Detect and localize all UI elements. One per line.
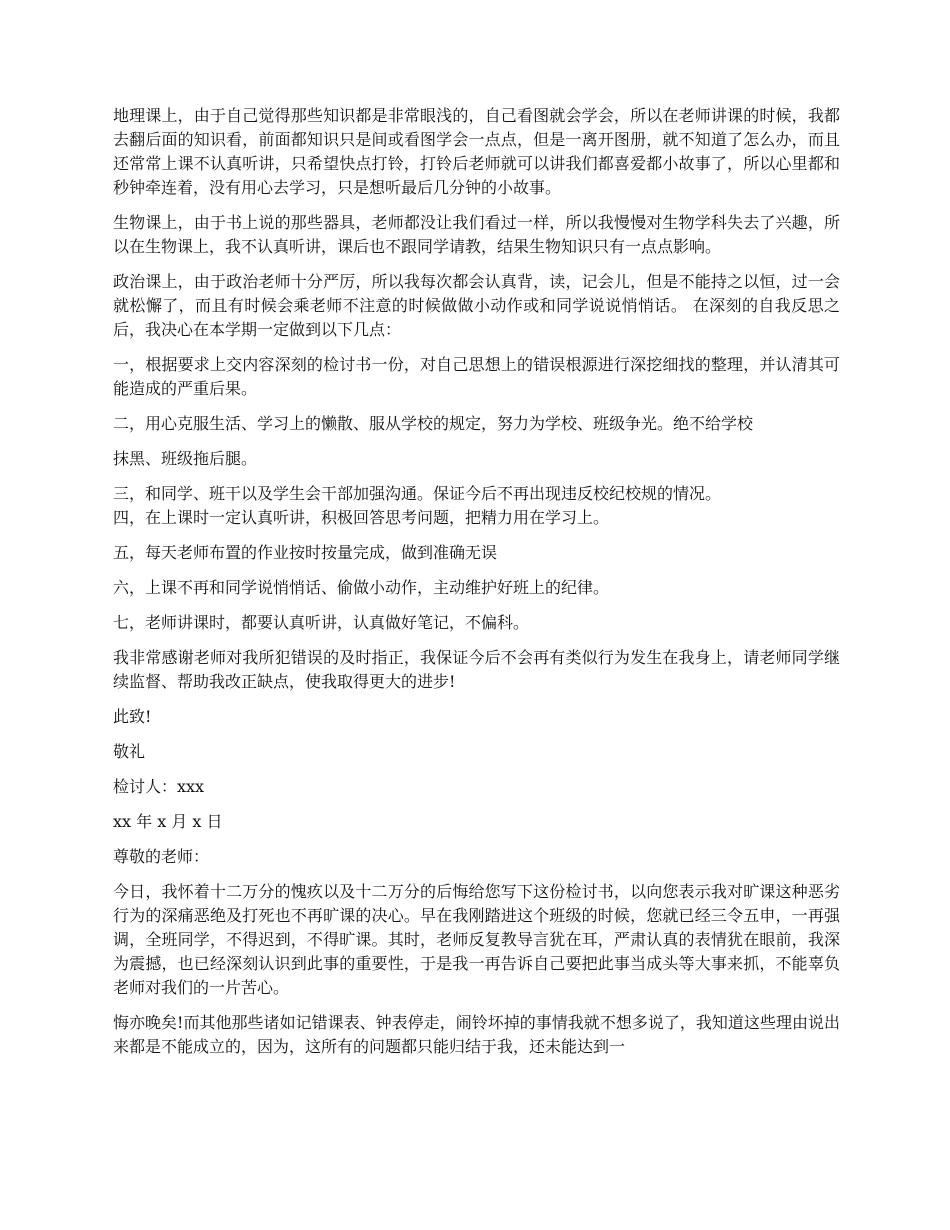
paragraph-absence-apology: 今日，我怀着十二万分的愧疚以及十二万分的后悔给您写下这份检讨书，以向您表示我对旷课这种恶劣行为的深痛恶绝及打死也不再旷课的决心。早在我刚踏进这个班级的时候，您就已经三令五申，一再强调，全班同学，不得迟到，不得旷课。其时，老师反复教导言犹在耳，严肃认真的表情犹在眼前，我深为震撼，也已经深刻认识到此事的重要性，于是我一再告诉自己要把此事当成头等大事来抓，不能辜负老师对我们的一片苦心。 bbox=[113, 882, 840, 997]
paragraph-biology: 生物课上，由于书上说的那些器具，老师都没让我们看过一样，所以我慢慢对生物学科失去了兴趣，所以在生物课上，我不认真听讲，课后也不跟同学请教，结果生物知识只有一点点影响。 bbox=[113, 213, 840, 256]
closing-regards: 敬礼 bbox=[113, 742, 146, 761]
closing-salutation: 此致! bbox=[113, 707, 152, 726]
signature-author: 检讨人：xxx bbox=[113, 777, 205, 796]
paragraph-point-five: 五，每天老师布置的作业按时按量完成，做到准确无误 bbox=[113, 543, 498, 562]
paragraph-point-three: 三，和同学、班干以及学生会干部加强沟通。保证今后不再出现违反校纪校规的情况。 bbox=[113, 484, 722, 503]
document-page bbox=[113, 104, 840, 1070]
paragraph-point-one: 一，根据要求上交内容深刻的检讨书一份，对自己思想上的错误根源进行深挖细找的整理，并认清其可能造成的严重后果。 bbox=[113, 355, 840, 398]
paragraph-point-four: 四，在上课时一定认真听讲，积极回答思考问题，把精力用在学习上。 bbox=[113, 508, 610, 527]
paragraph-geography: 地理课上，由于自己觉得那些知识都是非常眼浅的，自己看图就会学会，所以在老师讲课的时候，我都去翻后面的知识看，前面都知识只是间或看图学会一点点，但是一离开图册，就不知道了怎么办，而且还常常上课不认真听讲，只希望快点打铃，打铃后老师就可以讲我们都喜爱都小故事了，所以心里都和秒钟牵连着，没有用心去学习，只是想听最后几分钟的小故事。 bbox=[113, 106, 840, 197]
paragraph-point-two-continued: 抹黑、班级拖后腿。 bbox=[113, 449, 258, 468]
paragraph-gratitude: 我非常感谢老师对我所犯错误的及时指正，我保证今后不会再有类似行为发生在我身上，请老师同学继续监督、帮助我改正缺点，使我取得更大的进步! bbox=[113, 648, 840, 691]
greeting: 尊敬的老师： bbox=[113, 847, 210, 866]
paragraph-point-seven: 七，老师讲课时，都要认真听讲，认真做好笔记，不偏科。 bbox=[113, 613, 530, 632]
signature-date: xx 年 x 月 x 日 bbox=[113, 812, 223, 831]
paragraph-regret: 悔亦晚矣!而其他那些诸如记错课表、钟表停走，闹铃坏掉的事情我就不想多说了，我知道这些理由说出来都是不能成立的，因为，这所有的问题都只能归结于我，还未能达到一 bbox=[113, 1013, 840, 1056]
paragraph-point-two: 二，用心克服生活、学习上的懒散、服从学校的规定，努力为学校、班级争光。绝不给学校 bbox=[113, 414, 754, 433]
paragraph-point-six: 六，上课不再和同学说悄悄话、偷做小动作，主动维护好班上的纪律。 bbox=[113, 578, 610, 597]
paragraph-politics: 政治课上，由于政治老师十分严厉，所以我每次都会认真背，读，记会儿，但是不能持之以恒，过一会就松懈了，而且有时候会乘老师不注意的时候做做小动作或和同学说说悄悄话。 在深刻的自我反思之后，我决心在本学期一定做到以下几点： bbox=[113, 272, 840, 339]
